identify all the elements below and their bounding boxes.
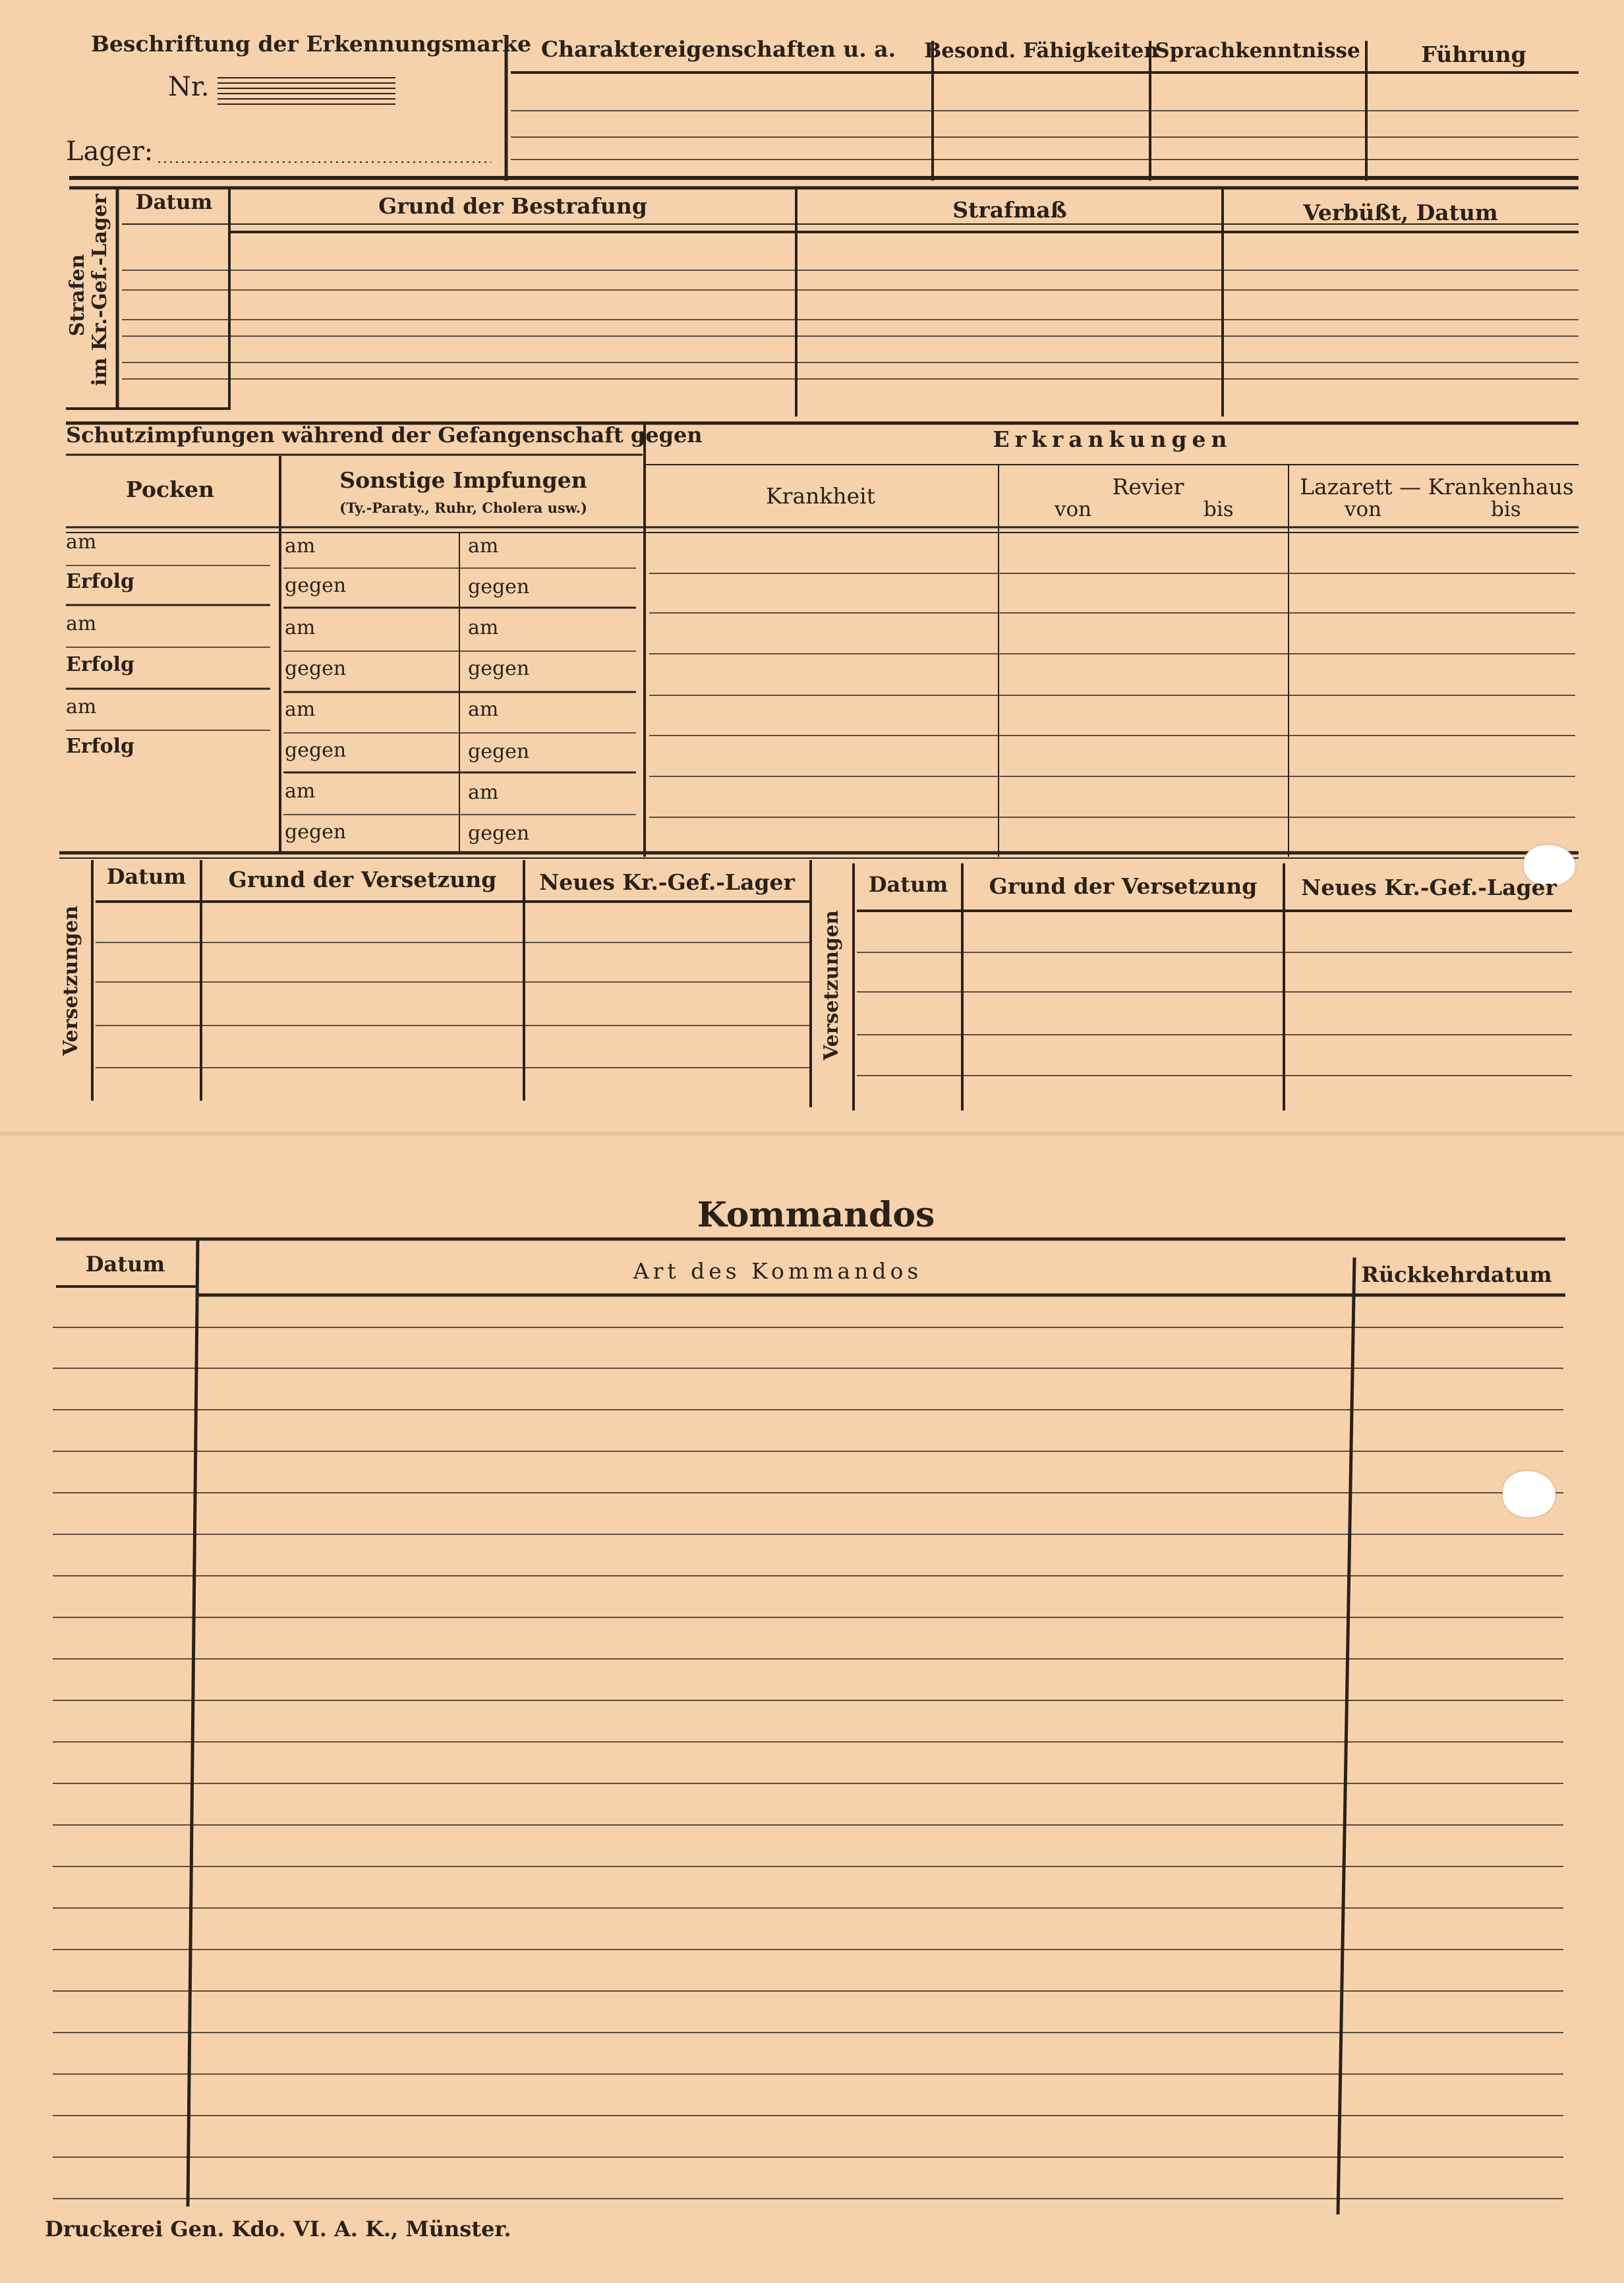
rueckkehrdatum-header: Rückkehrdatum (1361, 1262, 1552, 1287)
versetzung-datum-header: Datum (868, 872, 948, 897)
versetzung-lager-header: Neues Kr.-Gef.-Lager (539, 869, 795, 895)
lager-label: Lager: (66, 136, 154, 167)
kommandos-art-header: Art des Kommandos (633, 1258, 923, 1284)
strafen-grund-header: Grund der Bestrafung (378, 193, 647, 219)
strafen-side-label: Strafen (66, 254, 89, 337)
charakter-label: Charaktereigenschaften u. a. (540, 36, 896, 62)
revier-header: Revier (1112, 474, 1184, 500)
revier-von: von (1055, 498, 1092, 521)
sonstige-am: am (468, 781, 499, 804)
strafen-side-label-2: im Kr.-Gef.-Lager (88, 194, 111, 386)
sonstige-am: am (285, 780, 316, 803)
versetzung-grund-header: Grund der Versetzung (989, 873, 1258, 899)
revier-bis: bis (1204, 498, 1234, 521)
sonstige-subheader: (Ty.-Paraty., Ruhr, Cholera usw.) (339, 500, 587, 516)
pocken-am: am (66, 612, 97, 635)
pocken-erfolg: Erfolg (66, 570, 134, 593)
sonstige-am: am (468, 698, 499, 721)
sonstige-am: am (468, 616, 499, 639)
versetzung-lager-header: Neues Kr.-Gef.-Lager (1301, 875, 1557, 900)
erkennungsmarke-label: Beschriftung der Erkennungsmarke (91, 31, 531, 57)
sonstige-gegen: gegen (468, 657, 530, 680)
pocken-erfolg: Erfolg (66, 653, 134, 676)
sonstige-am: am (468, 535, 499, 558)
kommandos-datum-header: Datum (85, 1252, 165, 1277)
sonstige-gegen: gegen (285, 821, 347, 844)
sonstige-am: am (285, 698, 316, 721)
sonstige-am: am (285, 616, 316, 639)
impfungen-title: Schutzimpfungen während der Gefangenschaft gegen (66, 422, 703, 448)
krankheit-header: Krankheit (766, 483, 875, 509)
sprachkenntnisse-label: Sprachkenntnisse (1155, 39, 1360, 63)
versetzungen-side-label: Versetzungen (820, 910, 843, 1060)
strafen-datum-header: Datum (135, 190, 213, 214)
faehigkeiten-label: Besond. Fähigkeiten (924, 39, 1159, 63)
versetzung-datum-header: Datum (106, 864, 187, 889)
verbuesst-header: Verbüßt, Datum (1303, 200, 1498, 225)
lazarett-bis: bis (1491, 498, 1521, 521)
pocken-am: am (66, 695, 97, 718)
sonstige-gegen: gegen (285, 739, 347, 762)
printer-imprint: Druckerei Gen. Kdo. VI. A. K., Münster. (45, 2216, 511, 2241)
versetzung-grund-header: Grund der Versetzung (228, 867, 497, 892)
sonstige-gegen: gegen (285, 574, 347, 597)
sonstige-gegen: gegen (468, 822, 530, 845)
kommandos-title: Kommandos (697, 1195, 935, 1235)
nr-label: Nr. (168, 72, 210, 102)
pocken-erfolg: Erfolg (66, 735, 134, 758)
fuehrung-label: Führung (1421, 42, 1526, 67)
paper-fold (0, 1130, 1624, 1137)
pocken-am: am (66, 531, 97, 554)
lazarett-von: von (1345, 498, 1382, 521)
pocken-header: Pocken (126, 477, 214, 502)
punch-hole (1503, 1471, 1555, 1517)
sonstige-gegen: gegen (468, 575, 530, 598)
versetzungen-side-label: Versetzungen (59, 906, 82, 1056)
sonstige-header: Sonstige Impfungen (339, 467, 587, 493)
erkrankungen-title: Erkrankungen (993, 426, 1232, 452)
sonstige-gegen: gegen (468, 740, 530, 763)
strafmass-header: Strafmaß (952, 197, 1067, 223)
sonstige-am: am (285, 535, 316, 558)
sonstige-gegen: gegen (285, 657, 347, 680)
lazarett-header: Lazarett — Krankenhaus (1300, 474, 1574, 500)
